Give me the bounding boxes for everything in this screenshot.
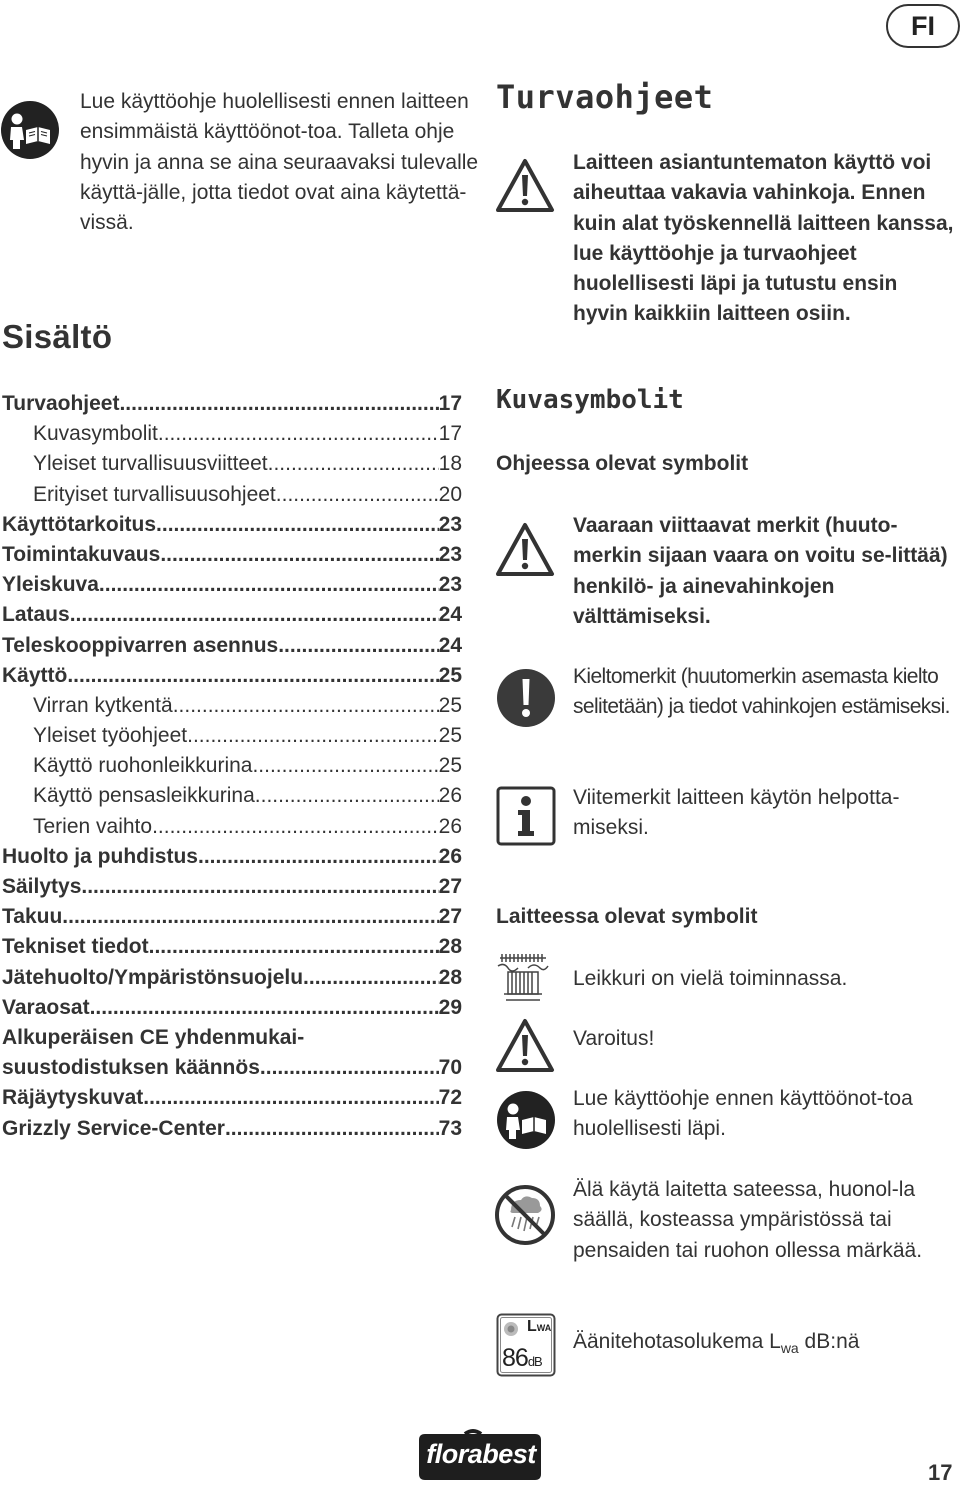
- table-of-contents: [2, 389, 462, 1144]
- prohibition-exclamation-icon: [496, 668, 556, 728]
- toc-entry-page: 23: [438, 573, 462, 597]
- toc-entry-title: Erityiset turvallisuusohjeet: [33, 482, 276, 506]
- lwa-label: [527, 1318, 551, 1336]
- toc-entry-title: Kuvasymbolit: [33, 422, 158, 446]
- toc-leader-dots: [198, 842, 439, 872]
- toc-entry-page: 70: [438, 1056, 462, 1080]
- toc-entry: [2, 902, 462, 932]
- toc-entry-title: Takuu: [2, 905, 63, 929]
- toc-entry-title: Käyttö ruohonleikkurina: [33, 754, 253, 778]
- toc-entry: [2, 1083, 462, 1113]
- safety-warning-text: Laitteen asiantuntematon käyttö voi aiheuttaa vakavia vahinkoja. Ennen kuin alat työskennellä laitteen kanssa, lue käyttöohje ja turvaohjeet huolellisesti läpi ja tutustu ensin hyvin kaikkiin laitteen osiin.: [573, 151, 954, 326]
- toc-entry: [2, 570, 462, 600]
- toc-leader-dots: [225, 1114, 439, 1144]
- toc-entry-title: Tekniset tiedot: [2, 935, 149, 959]
- toc-leader-dots: [81, 872, 438, 902]
- info-icon: [496, 786, 556, 846]
- toc-entry-page: 72: [438, 1086, 462, 1110]
- toc-entry: [2, 631, 462, 661]
- toc-leader-dots: [173, 691, 439, 721]
- toc-entry-page: 29: [438, 995, 462, 1019]
- toc-entry-page: 25: [438, 754, 462, 778]
- toc-entry: [2, 932, 462, 962]
- read-manual-icon: [0, 100, 60, 160]
- toc-entry-title: Turvaohjeet: [2, 392, 120, 415]
- toc-entry: [2, 812, 462, 842]
- toc-leader-dots: [187, 721, 439, 751]
- toc-entry: [2, 721, 462, 751]
- toc-entry-title: Käyttö pensasleikkurina: [33, 784, 255, 808]
- toc-entry-title: Yleiset turvallisuusviitteet: [33, 452, 268, 476]
- toc-leader-dots: [149, 932, 439, 962]
- toc-leader-dots: [143, 1083, 438, 1113]
- toc-entry-title: suustodistuksen käännös: [2, 1056, 260, 1080]
- sound-sub: wa: [780, 1340, 799, 1357]
- language-badge: FI: [886, 4, 960, 48]
- toc-leader-dots: [99, 570, 439, 600]
- toc-entry: [2, 540, 462, 570]
- toc-leader-dots: [252, 751, 438, 781]
- page-number: 17: [928, 1460, 953, 1485]
- toc-leader-dots: [119, 389, 438, 419]
- manual-symbols-heading: Ohjeessa olevat symbolit: [496, 452, 749, 475]
- toc-entry-title: Alkuperäisen CE yhdenmukai-: [2, 1025, 305, 1049]
- toc-entry-title: Jätehuolto/Ympäristönsuojelu: [2, 965, 304, 989]
- warning-triangle-icon: [495, 158, 555, 214]
- toc-entry-page: 24: [438, 603, 462, 627]
- lwa-value: [502, 1344, 542, 1373]
- toc-leader-dots: [260, 1053, 439, 1083]
- toc-entry: [2, 1023, 462, 1053]
- toc-entry-page: 20: [438, 482, 462, 506]
- warning-triangle-icon: [495, 1018, 555, 1074]
- toc-entry-page: 23: [438, 512, 462, 536]
- no-rain-text: Älä käytä laitetta sateessa, huonol-la säällä, kosteassa ympäristössä tai pensaiden tai ruohon ollessa märkää.: [573, 1178, 923, 1262]
- device-symbols-heading: Laitteessa olevat symbolit: [496, 905, 758, 928]
- toc-entry-page: 26: [438, 784, 462, 808]
- brand-name: florabest: [426, 1439, 536, 1469]
- toc-entry: [2, 781, 462, 811]
- toc-entry-page: 27: [438, 905, 462, 929]
- toc-entry-page: 25: [438, 663, 462, 687]
- warning-triangle-icon: [495, 522, 555, 578]
- symbols-heading: Kuvasymbolit: [496, 385, 684, 415]
- info-symbol-text: Viitemerkit laitteen käytön helpotta-miseksi.: [573, 786, 900, 840]
- toc-entry: [2, 751, 462, 781]
- toc-leader-dots: [268, 449, 439, 479]
- toc-heading: Sisältö: [2, 318, 113, 355]
- toc-entry-title: Käyttötarkoitus: [2, 512, 157, 536]
- sound-power-text: [573, 1327, 958, 1363]
- toc-leader-dots: [67, 661, 438, 691]
- toc-entry-page: 24: [438, 633, 462, 657]
- toc-entry-title: Toimintakuvaus: [2, 542, 161, 566]
- toc-entry-page: 18: [438, 452, 462, 476]
- brand-logo: [415, 1428, 547, 1482]
- cutter-running-text: Leikkuri on vielä toiminnassa.: [573, 967, 848, 990]
- toc-entry: [2, 600, 462, 630]
- toc-leader-dots: [156, 510, 439, 540]
- toc-leader-dots: [62, 902, 438, 932]
- sound-suffix: dB:nä: [798, 1330, 860, 1353]
- toc-entry-page: 73: [438, 1116, 462, 1140]
- toc-entry-title: Virran kytkentä: [33, 693, 173, 717]
- toc-entry-page: 17: [438, 422, 462, 446]
- no-rain-icon: [494, 1184, 556, 1246]
- toc-entry: [2, 419, 462, 449]
- toc-entry: [2, 872, 462, 902]
- toc-leader-dots: [158, 419, 439, 449]
- safety-heading: Turvaohjeet: [496, 78, 714, 116]
- toc-entry-page: 25: [438, 693, 462, 717]
- prohibition-symbol-text: Kieltomerkit (huutomerkin asemasta kielto selitetään) ja tiedot vahinkojen estämiseksi.: [573, 665, 950, 719]
- toc-entry-title: Yleiskuva: [2, 573, 99, 597]
- toc-entry: [2, 842, 462, 872]
- toc-entry-page: 28: [438, 965, 462, 989]
- toc-entry-page: 27: [438, 875, 462, 898]
- sound-prefix: Äänitehotasolukema L: [573, 1330, 781, 1353]
- toc-entry-page: 25: [438, 724, 462, 748]
- hazard-symbol-text: Vaaraan viittaavat merkit (huuto-merkin sijaan vaara on voitu se-littää) henkilö- ja ainevahinkojen välttämiseksi.: [573, 514, 948, 628]
- toc-entry: [2, 389, 462, 419]
- toc-entry: [2, 480, 462, 510]
- toc-entry: [2, 993, 462, 1023]
- toc-entry: [2, 661, 462, 691]
- toc-entry-title: Lataus: [2, 603, 70, 627]
- toc-entry-title: Räjäytyskuvat: [2, 1086, 144, 1110]
- toc-entry-title: Yleiset työohjeet: [33, 724, 188, 748]
- toc-entry: [2, 1053, 462, 1083]
- cutter-running-icon: [494, 950, 552, 1006]
- toc-leader-dots: [90, 993, 439, 1023]
- toc-entry-title: Huolto ja puhdistus: [2, 844, 198, 868]
- toc-entry-title: Säilytys: [2, 875, 82, 898]
- intro-paragraph: Lue käyttöohje huolellisesti ennen laitteen ensimmäistä käyttöönot-toa. Talleta ohje hyvin ja anna se aina seuraavaksi tulevalle käyttä-jälle, jotta tiedot ovat aina käytettä-vissä.: [80, 90, 479, 235]
- toc-entry-page: 26: [438, 844, 462, 868]
- toc-entry-title: Grizzly Service-Center: [2, 1116, 225, 1140]
- toc-leader-dots: [276, 480, 439, 510]
- toc-entry-title: Terien vaihto: [33, 814, 153, 838]
- toc-entry: [2, 449, 462, 479]
- toc-entry-title: Varaosat: [2, 995, 90, 1019]
- toc-leader-dots: [160, 540, 438, 570]
- warning-text: Varoitus!: [573, 1027, 655, 1050]
- read-manual-icon: [496, 1090, 556, 1150]
- read-manual-text: Lue käyttöohje ennen käyttöönot-toa huolellisesti läpi.: [573, 1087, 913, 1141]
- sound-power-label-icon: [496, 1313, 556, 1377]
- toc-entry: [2, 510, 462, 540]
- lwa-unit: dB: [527, 1354, 542, 1369]
- toc-leader-dots: [303, 963, 439, 993]
- toc-entry: [2, 691, 462, 721]
- toc-entry-page: 26: [438, 814, 462, 838]
- toc-leader-dots: [70, 600, 439, 630]
- lwa-number: 86: [502, 1344, 528, 1372]
- toc-entry-page: 17: [438, 392, 462, 415]
- toc-entry-title: Käyttö: [2, 663, 68, 687]
- toc-entry: [2, 1114, 462, 1144]
- toc-entry: [2, 963, 462, 993]
- toc-entry-page: 28: [438, 935, 462, 959]
- toc-leader-dots: [152, 812, 439, 842]
- lwa-sub: WA: [536, 1323, 552, 1333]
- toc-leader-dots: [255, 781, 439, 811]
- toc-leader-dots: [278, 631, 438, 661]
- toc-entry-title: Teleskooppivarren asennus: [2, 633, 279, 657]
- lwa-main: L: [527, 1318, 537, 1335]
- toc-entry-page: 23: [438, 542, 462, 566]
